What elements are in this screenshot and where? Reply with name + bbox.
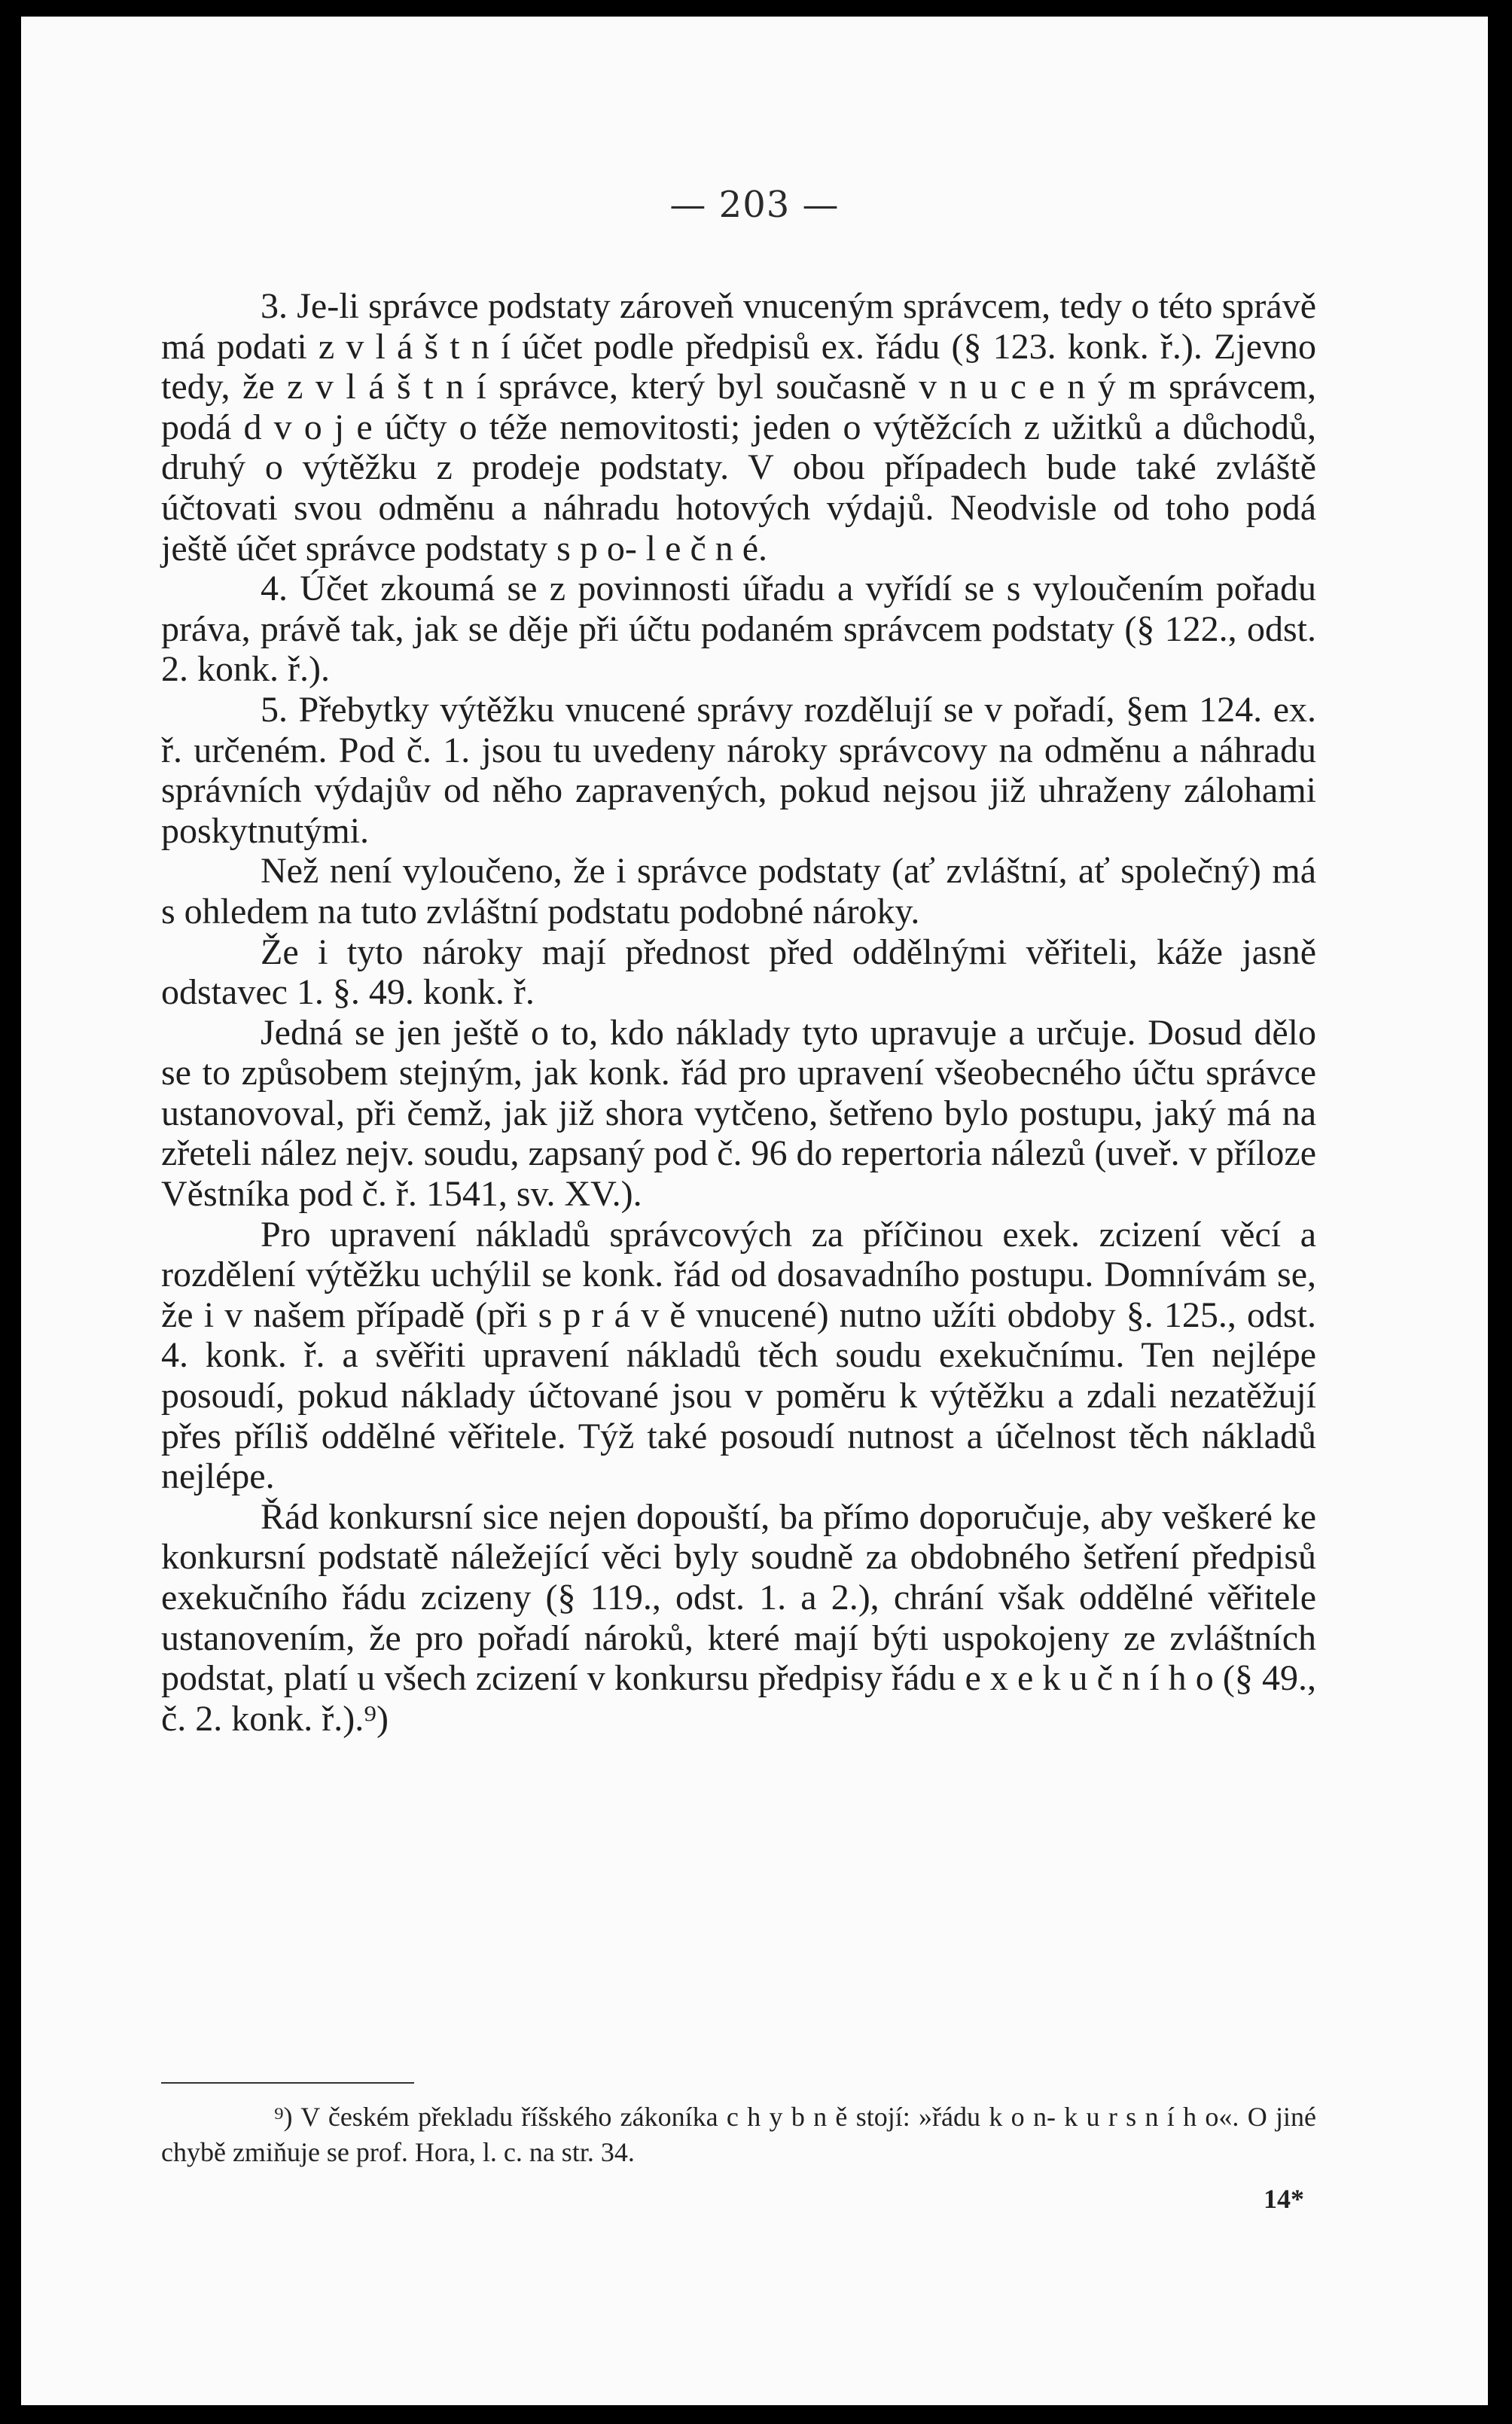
footnote-9: ⁹) V českém překladu říšského zákoníka c h y b n ě stojí: »řádu k o n- k u r s n í h o«. O jiné chybě zmiňuje se prof. Hora, l. c. na str. 34.: [161, 2102, 1316, 2167]
book-page: [21, 17, 1488, 2405]
page-number-header: — 203 —: [669, 184, 840, 226]
paragraph-4: 4. Účet zkoumá se z povinnosti úřadu a vyřídí se s vyloučením pořadu práva, právě tak, jak se děje při účtu podaném správcem podstaty (§ 122., odst. 2. konk. ř.).: [161, 569, 1316, 690]
paragraph-claims: Než není vyloučeno, že i správce podstaty (ať zvláštní, ať společný) má s ohledem na tuto zvláštní podstatu podobné nároky.: [161, 851, 1316, 931]
footnotes: [161, 2099, 1316, 2170]
body-text: [161, 286, 1316, 1739]
paragraph-costs: Jedná se jen ještě o to, kdo náklady tyto upravuje a určuje. Dosud dělo se to způsobem stejným, jak konk. řád pro upravení všeobecného účtu správce ustanovoval, při čemž, jak již shora vytčeno, šetřeno bylo postupu, jaký má na zřeteli nález nejv. soudu, zapsaný pod č. 96 do repertoria nálezů (uveř. v příloze Věstníka pod č. ř. 1541, sv. XV.).: [161, 1012, 1316, 1215]
paragraph-alienation: Pro upravení nákladů správcových za příčinou exek. zcizení věcí a rozdělení výtěžku uchýlil se konk. řád od dosavadního postupu. Domnívám se, že i v našem případě (při s p r á v ě vnucené) nutno užíti obdoby §. 125., odst. 4. konk. ř. a svěřiti upravení nákladů těch soudu exekučnímu. Ten nejlépe posoudí, pokud náklady účtované jsou v poměru k výtěžku a zdali nezatěžují přes příliš oddělné věřitele. Týž také posoudí nutnost a účelnost těch nákladů nejlépe.: [161, 1214, 1316, 1497]
printer-signature-mark: 14*: [1264, 2184, 1304, 2214]
paragraph-priority: Že i tyto nároky mají přednost před oddělnými věřiteli, káže jasně odstavec 1. §. 49. konk. ř.: [161, 931, 1316, 1013]
footnote-divider: [161, 2082, 414, 2084]
paragraph-5: 5. Přebytky výtěžku vnucené správy rozdělují se v pořadí, §em 124. ex. ř. určeném. Pod č. 1. jsou tu uvedeny nároky správcovy na odměnu a náhradu správních výdajův od něho zapravených, pokud nejsou již uhraženy zálohami poskytnutými.: [161, 689, 1316, 851]
paragraph-bankruptcy-order: Řád konkursní sice nejen dopouští, ba přímo doporučuje, aby veškeré ke konkursní podstatě náležející věci byly soudně za obdobného šetření předpisů exekučního řádu zcizeny (§ 119., odst. 1. a 2.), chrání však oddělné věřitele ustanovením, že pro pořadí nároků, které mají býti uspokojeny ze zvláštních podstat, platí u všech zcizení v konkursu předpisy řádu e x e k u č n í h o (§ 49., č. 2. konk. ř.).⁹): [161, 1496, 1316, 1739]
paragraph-3: 3. Je-li správce podstaty zároveň vnuceným správcem, tedy o této správě má podati z v l á š t n í účet podle předpisů ex. řádu (§ 123. konk. ř.). Zjevno tedy, že z v l á š t n í správce, který byl současně v n u c e n ý m správcem, podá d v o j e účty o téže nemovitosti; jeden o výtěžcích z užitků a důchodů, druhý o výtěžku z prodeje podstaty. V obou případech bude také zvláště účtovati svou odměnu a náhradu hotových výdajů. Neodvisle od toho podá ještě účet správce podstaty s p o- l e č n é.: [161, 286, 1316, 569]
